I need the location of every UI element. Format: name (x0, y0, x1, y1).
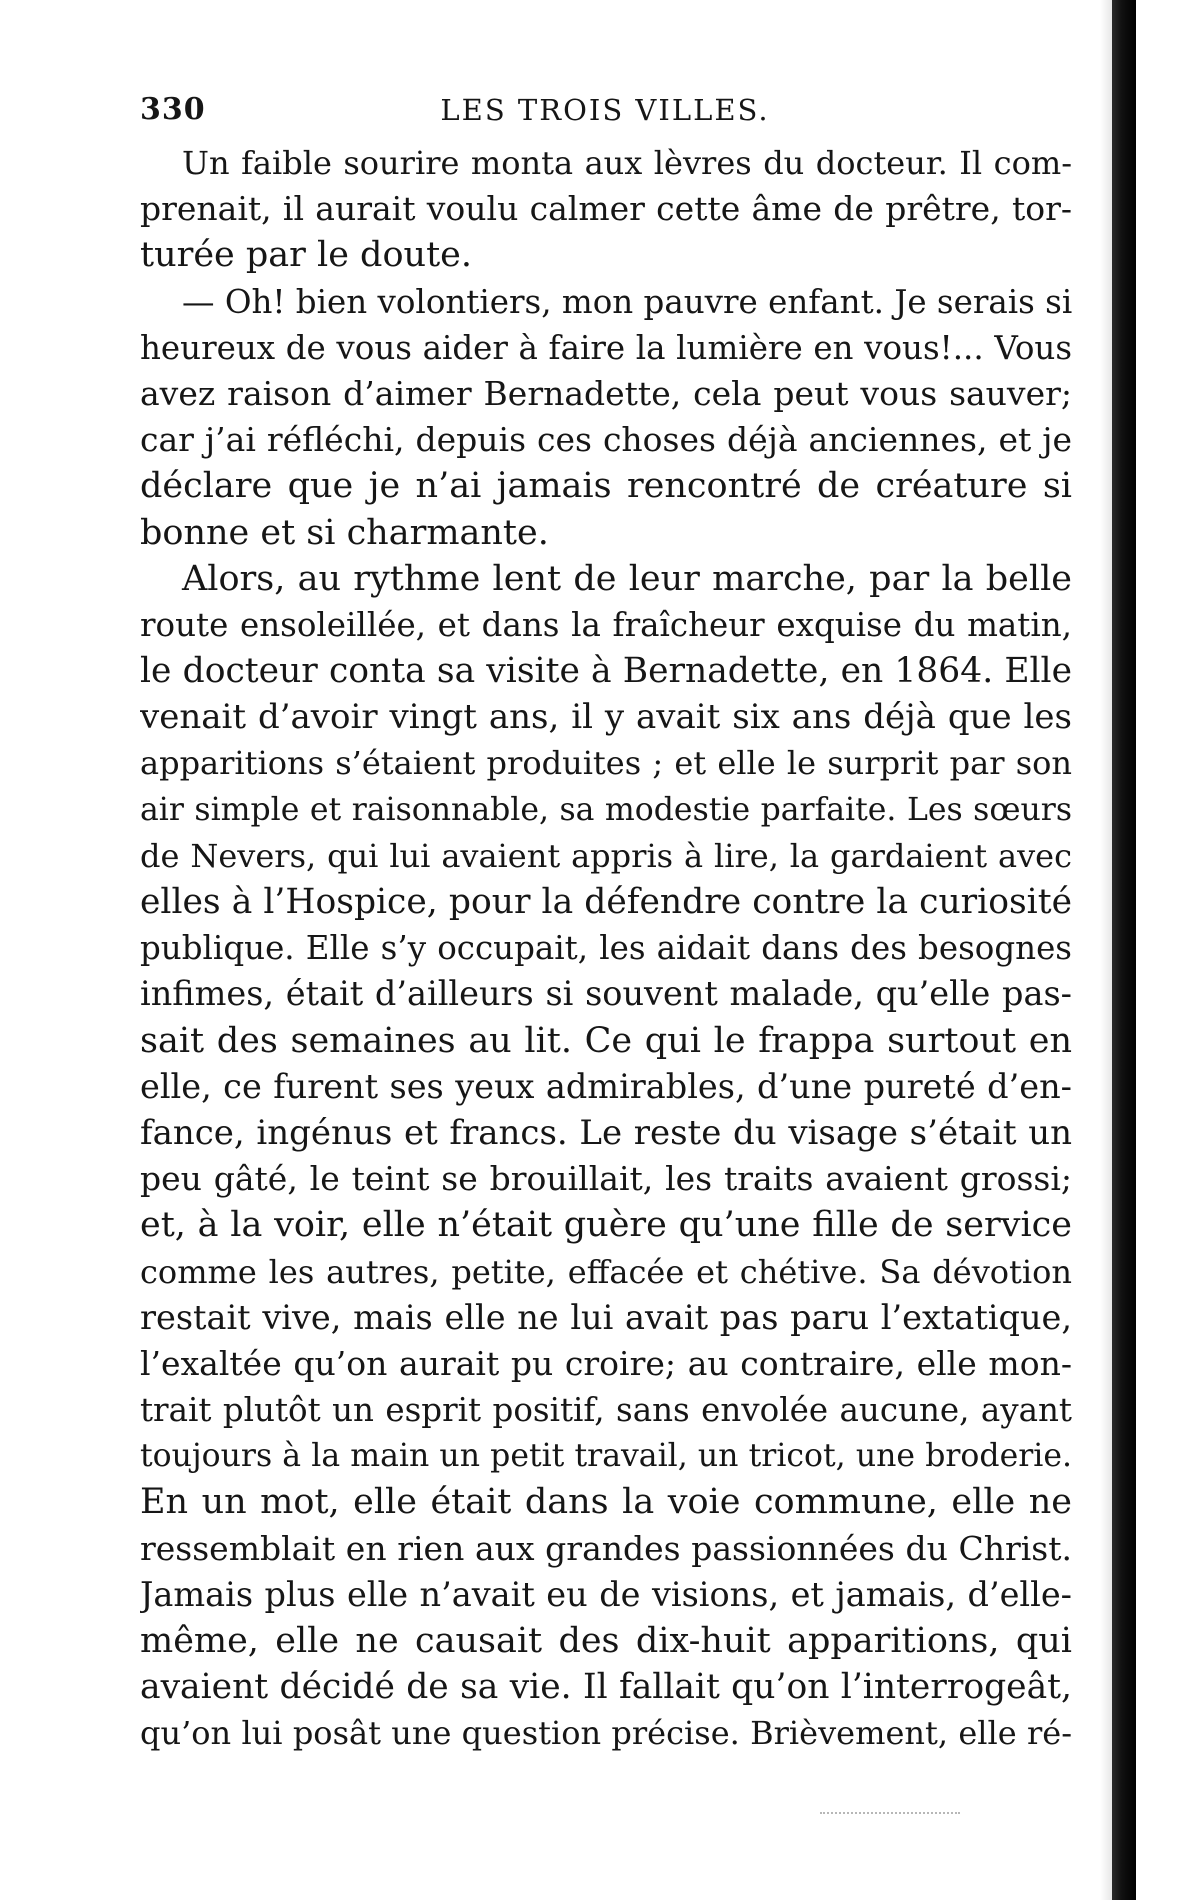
text-line: de Nevers, qui lui avaient appris à lire, la gardaient avec (140, 836, 1072, 875)
text-line: trait plutôt un esprit positif, sans envolée aucune, ayant (140, 1391, 1072, 1430)
text-line: infimes, était d’ailleurs si souvent malade, qu’elle pas- (140, 974, 1072, 1014)
body-text (140, 140, 1072, 1757)
text-line: toujours à la main un petit travail, un tricot, une broderie. (140, 1438, 1072, 1475)
text-line: elles à l’Hospice, pour la défendre contre la curiosité (140, 882, 1072, 922)
text-line: car j’ai réfléchi, depuis ces choses déjà anciennes, et je (140, 420, 1072, 460)
print-specks (820, 1812, 960, 1818)
text-line: publique. Elle s’y occupait, les aidait dans des besognes (140, 929, 1072, 968)
text-line: route ensoleillée, et dans la fraîcheur exquise du matin, (140, 605, 1072, 644)
text-line: prenait, il aurait voulu calmer cette âme de prêtre, tor- (140, 189, 1072, 229)
text-line: Alors, au rythme lent de leur marche, par la belle (182, 558, 1072, 599)
text-line: même, elle ne causait des dix-huit apparitions, qui (140, 1621, 1072, 1661)
text-line: déclare que je n’ai jamais rencontré de créature si (140, 466, 1072, 507)
text-line: En un mot, elle était dans la voie commune, elle ne (140, 1482, 1072, 1523)
text-line: avaient décidé de sa vie. Il fallait qu’on l’interrogeât, (140, 1667, 1072, 1708)
text-line: et, à la voir, elle n’était guère qu’une fille de service (140, 1205, 1072, 1246)
text-line: bonne et si charmante. (140, 512, 549, 553)
page-gutter-shadow (1100, 0, 1112, 1900)
text-line: Un faible sourire monta aux lèvres du docteur. Il com- (182, 144, 1072, 182)
text-line: turée par le doute. (140, 235, 472, 276)
text-line: Jamais plus elle n’avait eu de visions, et jamais, d’elle- (140, 1574, 1072, 1614)
text-line: elle, ce furent ses yeux admirables, d’une pureté d’en- (140, 1066, 1072, 1106)
text-line: sait des semaines au lit. Ce qui le frappa surtout en (140, 1020, 1072, 1061)
text-line: venait d’avoir vingt ans, il y avait six ans déjà que les (140, 697, 1072, 738)
text-line: comme les autres, petite, effacée et chétive. Sa dévotion (140, 1252, 1072, 1291)
text-line: air simple et raisonnable, sa modestie parfaite. Les sœurs (140, 791, 1072, 828)
text-line: — Oh! bien volontiers, mon pauvre enfant. Je serais si (182, 282, 1072, 321)
text-line: apparitions s’étaient produites ; et elle le surprit par son (140, 744, 1072, 783)
running-title: LES TROIS VILLES. (440, 93, 770, 127)
page-edge (1112, 0, 1136, 1900)
page-header (140, 92, 1070, 128)
text-line: avez raison d’aimer Bernadette, cela peut vous sauver; (140, 373, 1072, 413)
text-line: heureux de vous aider à faire la lumière en vous!... Vous (140, 328, 1072, 367)
text-line: restait vive, mais elle ne lui avait pas paru l’extatique, (140, 1297, 1072, 1337)
text-line: qu’on lui posât une question précise. Brièvement, elle ré- (140, 1714, 1072, 1753)
text-line: le docteur conta sa visite à Bernadette, en 1864. Elle (140, 651, 1072, 692)
text-line: peu gâté, le teint se brouillait, les traits avaient grossi; (140, 1159, 1072, 1199)
text-line: fance, ingénus et francs. Le reste du visage s’était un (140, 1112, 1072, 1153)
page-number: 330 (140, 92, 206, 127)
text-line: ressemblait en rien aux grandes passionnées du Christ. (140, 1528, 1072, 1568)
text-line: l’exaltée qu’on aurait pu croire; au contraire, elle mon- (140, 1343, 1072, 1383)
